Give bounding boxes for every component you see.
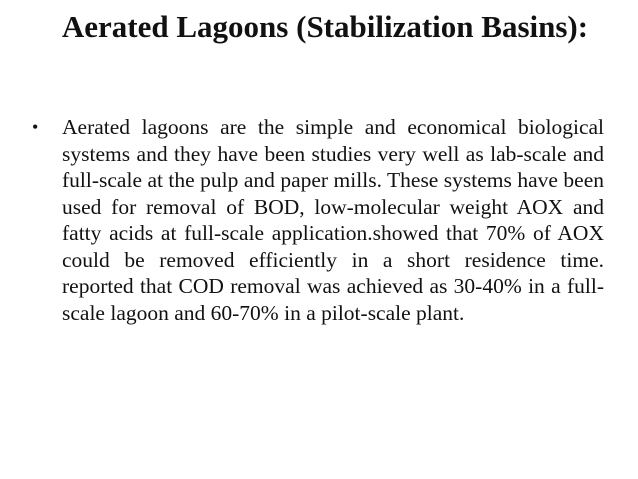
bullet-item: [32, 114, 604, 326]
bullet-text: Aerated lagoons are the simple and economical biological systems and they have been studies very well as lab-scale and full-scale at the pulp and paper mills. These systems have been used for removal of BOD, low-molecular weight AOX and fatty acids at full-scale application.showed that 70% of AOX could be removed efficiently in a short residence time. reported that COD removal was achieved as 30-40% in a full-scale lagoon and 60-70% in a pilot-scale plant.: [62, 115, 604, 325]
bullet-list: [32, 114, 604, 326]
slide-title: Aerated Lagoons (Stabilization Basins):: [61, 9, 589, 44]
bullet-marker: •: [32, 117, 39, 137]
